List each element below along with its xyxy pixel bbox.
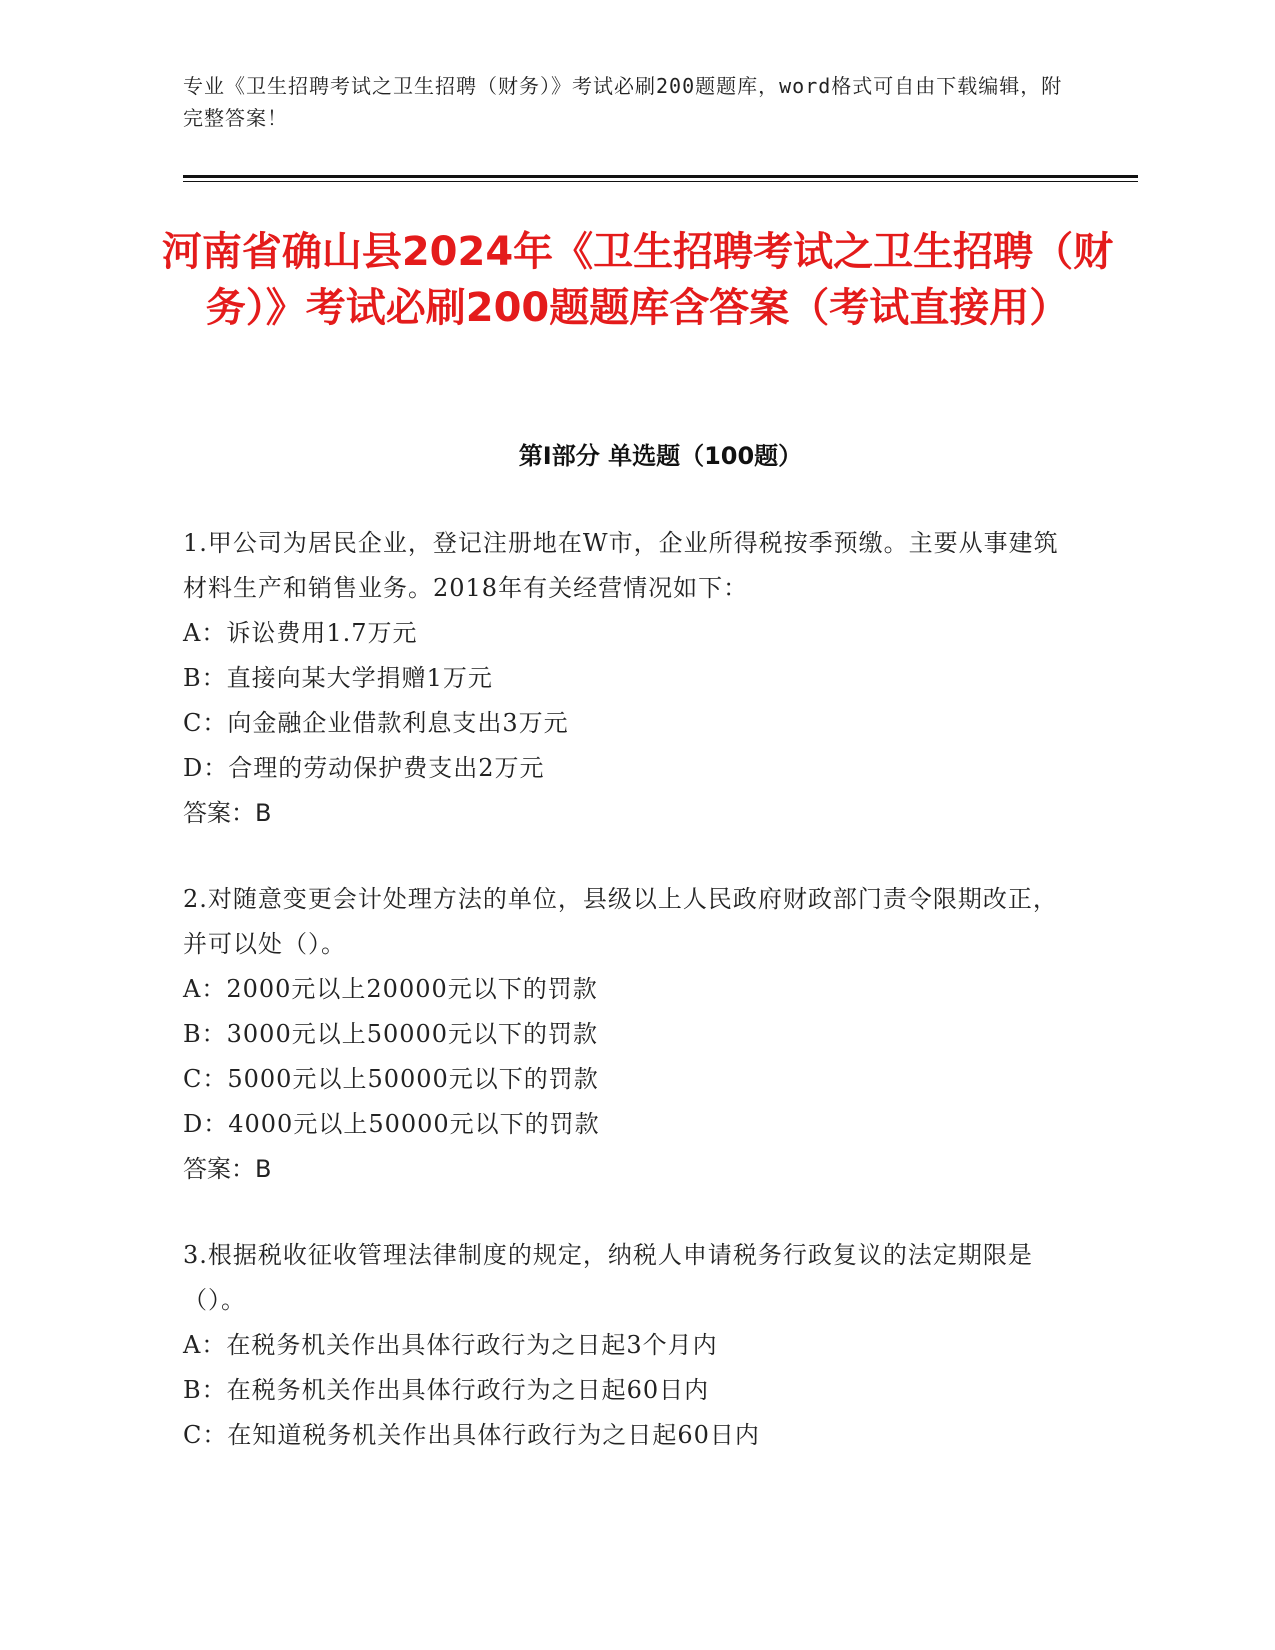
option-b: B：在税务机关作出具体行政行为之日起60日内 [183, 1376, 710, 1404]
document-title: 河南省确山县2024年《卫生招聘考试之卫生招聘（财务）》考试必刷200题题库含答案（考试直接用） [161, 229, 1114, 331]
question-stem: 1.甲公司为居民企业，登记注册地在W市，企业所得税按季预缴。主要从事建筑材料生产和销售业务。2018年有关经营情况如下： [183, 529, 1059, 602]
question-list [183, 521, 1063, 1499]
section-heading: 第I部分 单选题（100题） [518, 442, 803, 470]
option-a: A：2000元以上20000元以下的罚款 [183, 975, 598, 1003]
option-c: C：在知道税务机关作出具体行政行为之日起60日内 [183, 1421, 760, 1449]
answer: 答案：B [183, 1155, 272, 1183]
header-divider-thick [183, 175, 1138, 178]
question-2 [183, 877, 1063, 1192]
question-1 [183, 521, 1063, 836]
question-stem: 3.根据税收征收管理法律制度的规定，纳税人申请税务行政复议的法定期限是（）。 [183, 1241, 1033, 1314]
option-a: A：诉讼费用1.7万元 [183, 619, 418, 647]
header-divider-thin [183, 181, 1138, 182]
option-d: D：4000元以上50000元以下的罚款 [183, 1110, 600, 1138]
option-b: B：3000元以上50000元以下的罚款 [183, 1020, 599, 1048]
option-c: C：5000元以上50000元以下的罚款 [183, 1065, 599, 1093]
header-note: 专业《卫生招聘考试之卫生招聘（财务）》考试必刷200题题库，word格式可自由下载编辑，附完整答案！ [183, 74, 1063, 130]
option-d: D：合理的劳动保护费支出2万元 [183, 754, 545, 782]
answer: 答案：B [183, 799, 272, 827]
option-a: A：在税务机关作出具体行政行为之日起3个月内 [183, 1331, 718, 1359]
option-b: B：直接向某大学捐赠1万元 [183, 664, 493, 692]
question-3 [183, 1233, 1063, 1458]
option-c: C：向金融企业借款利息支出3万元 [183, 709, 569, 737]
question-stem: 2.对随意变更会计处理方法的单位，县级以上人民政府财政部门责令限期改正，并可以处（）。 [183, 885, 1058, 958]
